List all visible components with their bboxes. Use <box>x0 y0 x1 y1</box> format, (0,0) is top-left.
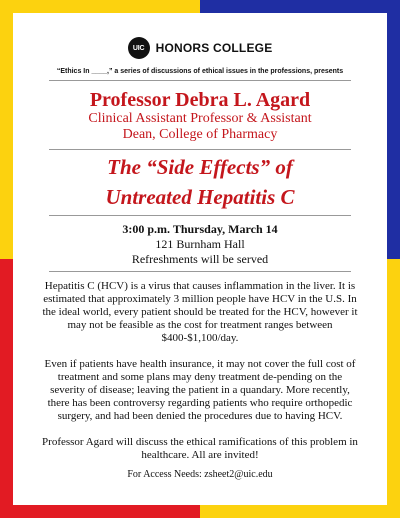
frame-right-bottom-yellow <box>387 259 400 518</box>
frame-left-bottom-red <box>0 259 13 518</box>
access-needs-contact: For Access Needs: zsheet2@uic.edu <box>127 469 273 480</box>
talk-title-line1: The “Side Effects” of <box>107 155 293 179</box>
speaker-title-line1: Clinical Assistant Professor & Assistant <box>88 111 312 126</box>
frame-bottom-right-yellow <box>200 505 400 518</box>
frame-top-left-yellow <box>0 0 200 13</box>
divider <box>49 149 351 150</box>
refreshments-note: Refreshments will be served <box>131 252 269 266</box>
event-location: 121 Burnham Hall <box>155 237 245 251</box>
speaker-name: Professor Debra L. Agard <box>89 89 311 111</box>
speaker-title-line2: Dean, College of Pharmacy <box>122 127 278 142</box>
college-header <box>13 37 387 59</box>
body-paragraph-3: Professor Agard will discuss the ethical ramifications of this problem in healthcare. All are invited! <box>42 436 358 461</box>
uic-logo: UIC <box>128 37 150 59</box>
poster-content <box>13 13 387 505</box>
body-paragraph-2: Even if patients have health insurance, it may not cover the full cost of treatment and some plans may deny treatment de-pending on the severity of disease; leaving the patient in a quandary. More recently, there has been controversy regarding patients who require orthopedic surgery, and had been denied the procedures due to having HCV. <box>44 358 356 422</box>
series-tagline: “Ethics In ____,” a series of discussions of ethical issues in the professions, presents <box>56 68 344 75</box>
divider <box>49 271 351 272</box>
divider <box>49 215 351 216</box>
body-paragraph-1: Hepatitis C (HCV) is a virus that causes inflammation in the liver. It is estimated that approximately 3 million people have HCV in the U.S. In the ideal world, every patient should be treated for the HCV, however it may not be feasible as the cost for treatment ranges between $400-$1,100/day. <box>42 280 358 344</box>
frame-left-top-yellow <box>0 0 13 259</box>
divider <box>49 80 351 81</box>
event-time: 3:00 p.m. Thursday, March 14 <box>122 222 278 236</box>
frame-top-right-blue <box>200 0 400 13</box>
college-name: HONORS COLLEGE <box>155 41 273 55</box>
frame-right-top-blue <box>387 0 400 259</box>
talk-title-line2: Untreated Hepatitis C <box>105 185 295 209</box>
frame-bottom-left-red <box>0 505 200 518</box>
